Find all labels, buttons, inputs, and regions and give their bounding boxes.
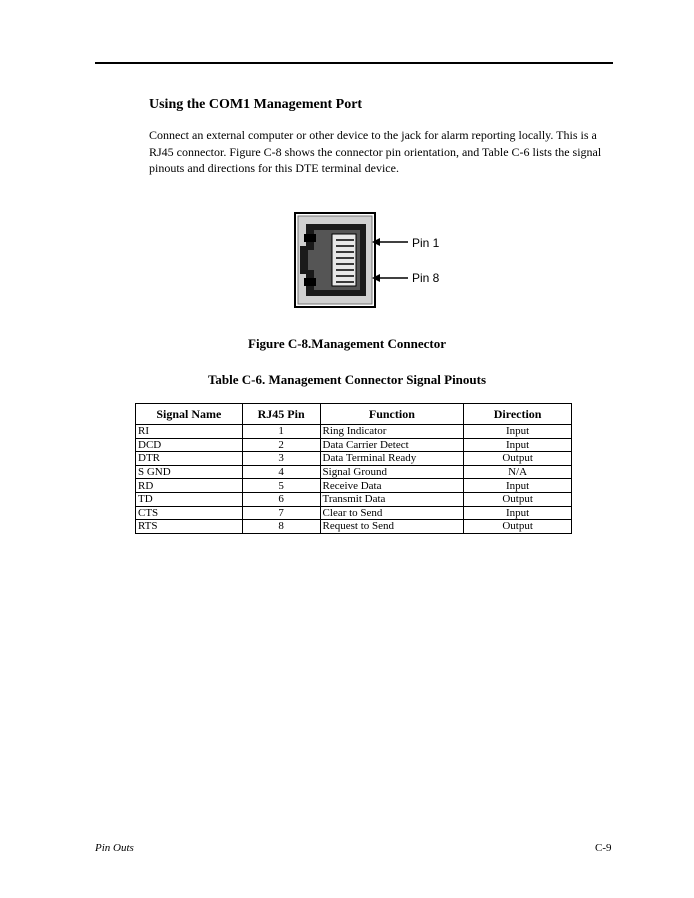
table-row — [136, 492, 572, 506]
table-row — [136, 506, 572, 520]
direction-cell: Output — [464, 452, 572, 466]
rj45-pin-cell: 3 — [242, 452, 320, 466]
direction-cell: N/A — [464, 465, 572, 479]
table-row — [136, 425, 572, 439]
rj45-pin-cell: 5 — [242, 479, 320, 493]
pin1-label: Pin 1 — [412, 236, 440, 250]
function-cell: Receive Data — [320, 479, 464, 493]
section-heading: Using the COM1 Management Port — [149, 97, 363, 112]
table-row — [136, 438, 572, 452]
direction-cell: Input — [464, 479, 572, 493]
function-cell: Data Carrier Detect — [320, 438, 464, 452]
direction-cell: Output — [464, 520, 572, 534]
signal-name-cell: RTS — [136, 520, 243, 534]
function-cell: Transmit Data — [320, 492, 464, 506]
header-signal-name: Signal Name — [136, 404, 243, 425]
rj45-pin-cell: 1 — [242, 425, 320, 439]
pin1-arrow-icon — [372, 236, 408, 248]
table-row — [136, 465, 572, 479]
signal-name-cell: DCD — [136, 438, 243, 452]
footer-page-number: C-9 — [595, 842, 612, 854]
rj45-pin-cell: 6 — [242, 492, 320, 506]
function-cell: Signal Ground — [320, 465, 464, 479]
function-cell: Data Terminal Ready — [320, 452, 464, 466]
signal-name-cell: DTR — [136, 452, 243, 466]
signal-name-cell: CTS — [136, 506, 243, 520]
pin8-arrow-icon — [372, 272, 408, 284]
signal-name-cell: TD — [136, 492, 243, 506]
header-function: Function — [320, 404, 464, 425]
direction-cell: Input — [464, 438, 572, 452]
signal-name-cell: RD — [136, 479, 243, 493]
function-cell: Clear to Send — [320, 506, 464, 520]
signal-pinouts-table — [135, 403, 572, 534]
table-row — [136, 520, 572, 534]
figure-caption: Figure C-8.Management Connector — [248, 336, 446, 351]
table-row — [136, 479, 572, 493]
rj45-pin-cell: 7 — [242, 506, 320, 520]
signal-name-cell: RI — [136, 425, 243, 439]
direction-cell: Input — [464, 506, 572, 520]
header-rj45-pin: RJ45 Pin — [242, 404, 320, 425]
table-title: Table C-6. Management Connector Signal Pinouts — [207, 372, 487, 387]
direction-cell: Output — [464, 492, 572, 506]
rj45-pin-cell: 8 — [242, 520, 320, 534]
header-rule — [95, 62, 613, 64]
function-cell: Ring Indicator — [320, 425, 464, 439]
direction-cell: Input — [464, 425, 572, 439]
signal-name-cell: S GND — [136, 465, 243, 479]
header-direction: Direction — [464, 404, 572, 425]
rj45-connector-icon — [294, 212, 376, 308]
rj45-connector-figure — [294, 212, 376, 313]
section-paragraph: Connect an external computer or other device to the jack for alarm reporting locally. This is a RJ45 connector. Figure C-8 shows the connector pin orientation, and Table C-6 lists the signal pinouts and directions for this DTE terminal device. — [149, 128, 602, 175]
function-cell: Request to Send — [320, 520, 464, 534]
table-header-row — [136, 404, 572, 425]
table-row — [136, 452, 572, 466]
pin8-label: Pin 8 — [412, 271, 440, 285]
footer-section-name: Pin Outs — [95, 842, 134, 854]
rj45-pin-cell: 4 — [242, 465, 320, 479]
rj45-pin-cell: 2 — [242, 438, 320, 452]
